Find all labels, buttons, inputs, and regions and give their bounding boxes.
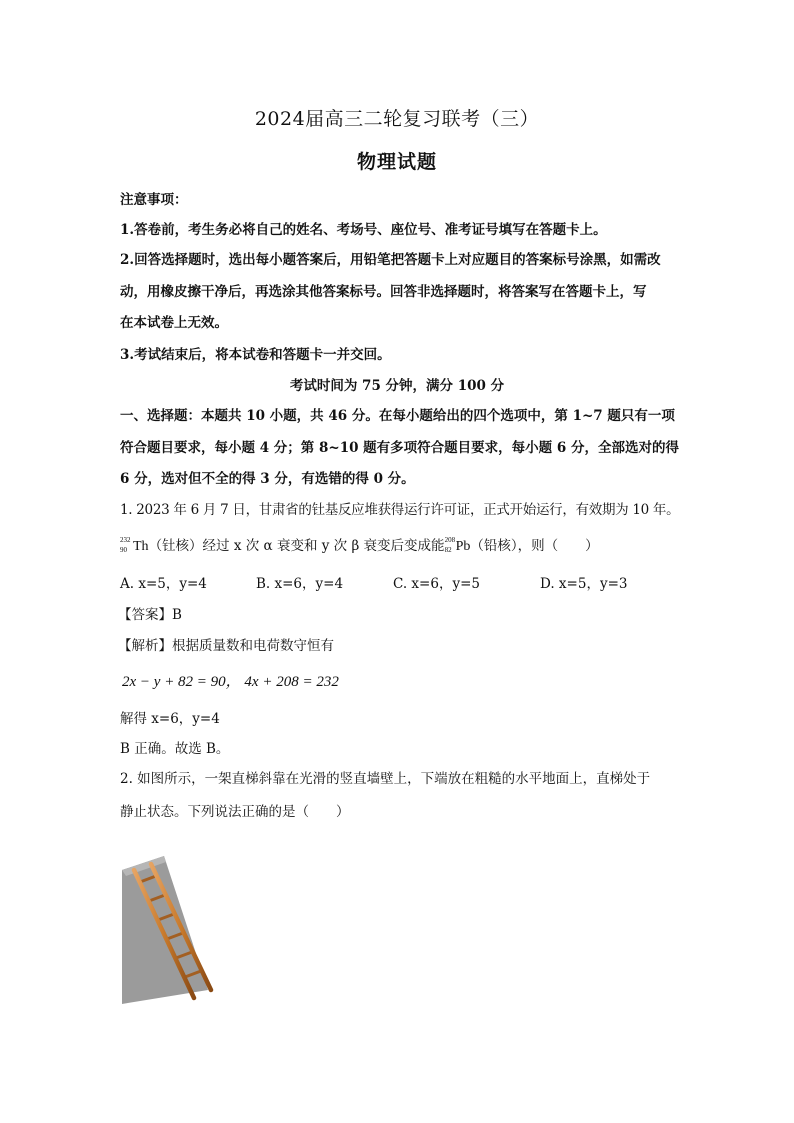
q1-line-2-text-b: （铅核），则（ ）	[470, 538, 599, 554]
note-item-2-line-2: 动，用橡皮擦干净后，再选涂其他答案标号。回答非选择题时，将答案写在答题卡上，写	[120, 284, 647, 300]
lead-charge-number: 82	[444, 546, 452, 554]
q1-option-d: D. x=5，y=3	[540, 576, 628, 592]
lead-nuclide	[444, 536, 471, 555]
lead-symbol: Pb	[455, 539, 471, 554]
q1-line-2-text-a: （钍核）经过 x 次 α 衰变和 y 次 β 衰变后变成能	[148, 538, 445, 554]
q1-equation: 2x − y + 82 = 90， 4x + 208 = 232	[122, 674, 339, 690]
ladder-figure	[118, 848, 228, 1008]
q1-option-a: A. x=5，y=4	[120, 576, 207, 592]
section1-line-2: 符合题目要求，每小题 4 分；第 8~10 题有多项符合题目要求，每小题 6 分，全部选对的得	[120, 440, 679, 456]
exam-info: 考试时间为 75 分钟，满分 100 分	[289, 378, 505, 394]
section1-line-1: 一、选择题：本题共 10 小题，共 46 分。在每小题给出的四个选项中，第 1~7 题只有一项	[120, 408, 675, 424]
note-item-2-line-1: 2.回答选择题时，选出每小题答案后，用铅笔把答题卡上对应题目的答案标号涂黑，如需改	[120, 252, 661, 268]
q1-line-1: 1. 2023 年 6 月 7 日，甘肃省的钍基反应堆获得运行许可证，正式开始运行，有效期为 10 年。	[120, 502, 680, 518]
q1-analysis	[118, 634, 334, 654]
section1-line-3: 6 分，选对但不全的得 3 分，有选错的得 0 分。	[120, 471, 415, 487]
notes-heading: 注意事项：	[120, 192, 188, 208]
q1-answer	[118, 603, 182, 623]
q2-line-1: 2. 如图所示，一架直梯斜靠在光滑的竖直墙壁上，下端放在粗糙的水平地面上，直梯处于	[120, 771, 651, 787]
thorium-charge-number: 90	[120, 546, 127, 554]
analysis-tag: 【解析】	[118, 638, 172, 654]
note-item-2-line-3: 在本试卷上无效。	[120, 315, 228, 331]
q1-conclusion: B 正确。故选 B。	[120, 741, 230, 757]
note-item-3: 3.考试结束后，将本试卷和答题卡一并交回。	[120, 347, 391, 363]
note-item-1: 1.答卷前，考生务必将自己的姓名、考场号、座位号、准考证号填写在答题卡上。	[120, 222, 607, 238]
thorium-nuclide	[120, 536, 149, 555]
thorium-symbol: Th	[133, 539, 149, 554]
q1-solve: 解得 x=6，y=4	[120, 711, 220, 727]
exam-title: 2024届高三二轮复习联考（三）	[254, 108, 540, 130]
q1-option-c: C. x=6，y=5	[393, 576, 480, 592]
answer-value: B	[172, 607, 182, 623]
q1-line-2	[120, 534, 599, 555]
analysis-text: 根据质量数和电荷数守恒有	[172, 638, 334, 654]
answer-tag: 【答案】	[118, 607, 172, 623]
lead-mass-number: 208	[444, 536, 456, 544]
thorium-mass-number: 232	[120, 536, 131, 544]
q1-option-b: B. x=6，y=4	[256, 576, 344, 592]
exam-subtitle: 物理试题	[356, 151, 437, 173]
wall	[122, 856, 208, 1004]
q2-line-2: 静止状态。下列说法正确的是（ ）	[120, 804, 350, 820]
